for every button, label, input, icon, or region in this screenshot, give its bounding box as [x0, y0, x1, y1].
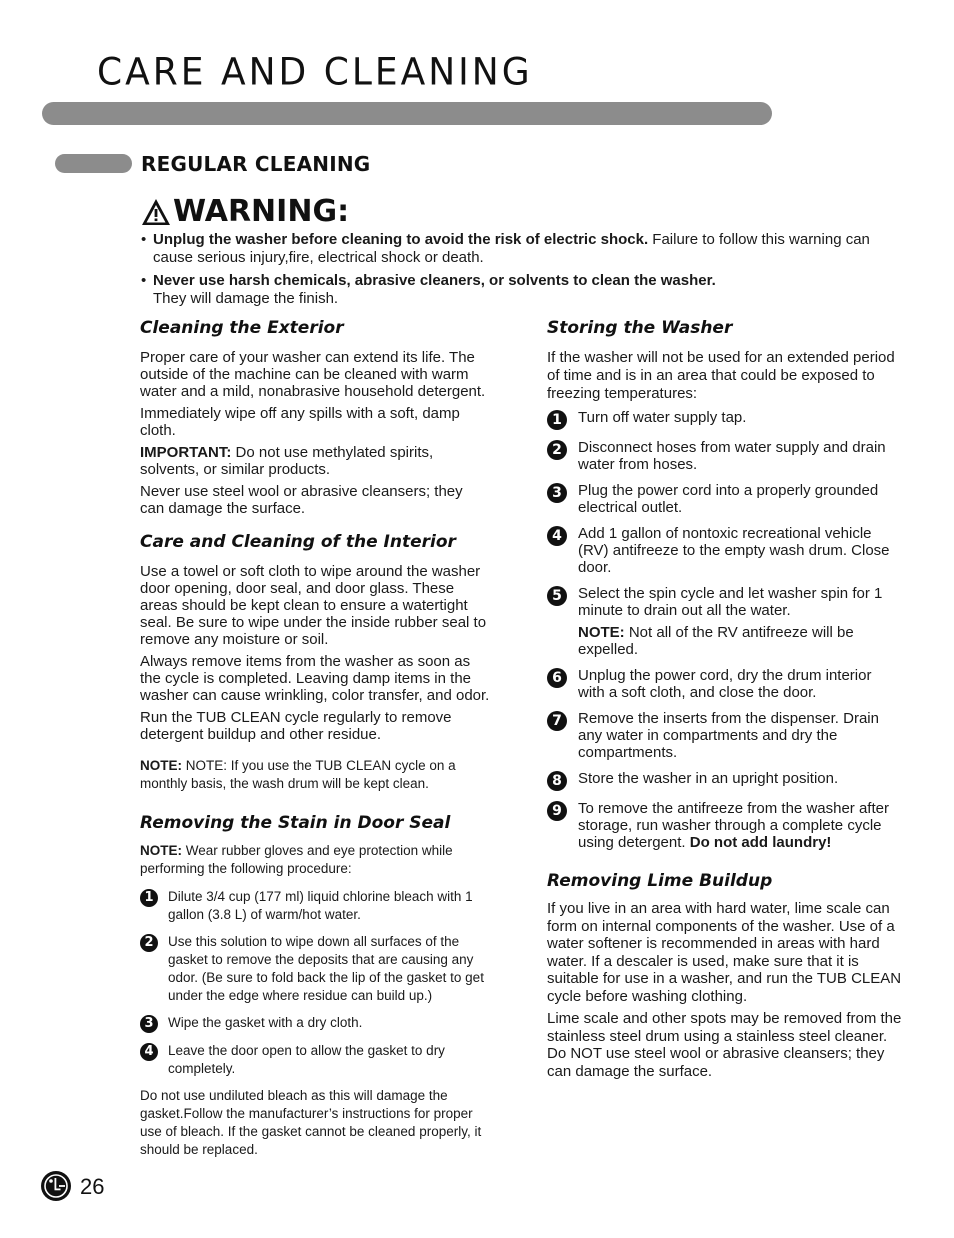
step-main-text: To remove the antifreeze from the washer after storage, run washer through a complete cycle using detergent. — [578, 800, 889, 851]
step-number-icon: 2 — [140, 934, 158, 952]
warning-triangle-icon — [141, 198, 171, 226]
stain-closing: Do not use undiluted bleach as this will damage the gasket.Follow the manufacturer’s instructions for proper use of bleach. If the gasket cannot be cleaned properly, it should be replaced. — [140, 1088, 482, 1157]
stain-step — [140, 888, 490, 924]
note-text: NOTE: If you use the TUB CLEAN cycle on a monthly basis, the wash drum will be kept clean. — [140, 758, 456, 791]
stain-step — [140, 933, 490, 1005]
step-number-icon: 5 — [547, 586, 567, 606]
step-text: Use this solution to wipe down all surfaces of the gasket to remove the deposits that are causing any odor. (Be sure to fold back the lip of the gasket to get under the edge where residue can build up.) — [168, 934, 484, 1003]
step-text: Dilute 3/4 cup (177 ml) liquid chlorine bleach with 1 gallon (3.8 L) of warm/hot water. — [168, 889, 473, 922]
lime-heading: Removing Lime Buildup — [547, 871, 773, 891]
step-number-icon: 3 — [140, 1015, 158, 1033]
step-note — [578, 624, 902, 658]
lime-paragraph: If you live in an area with hard water, lime scale can form on internal components of the washer. Use of a water softener is recommended in areas with hard water. If a descaler is used, make sure that it is suitable for use in a washer, and run the TUB CLEAN cycle before washing clothing. — [547, 900, 902, 1005]
exterior-important — [140, 444, 490, 478]
step-bold-tail: Do not add laundry! — [689, 834, 832, 851]
exterior-paragraph: Immediately wipe off any spills with a soft, damp cloth. — [140, 405, 460, 439]
step-text: Add 1 gallon of nontoxic recreational vehicle (RV) antifreeze to the empty wash drum. Close door. — [578, 525, 890, 576]
interior-note — [140, 757, 490, 793]
step-text: Turn off water supply tap. — [578, 409, 747, 426]
warning-list — [141, 231, 901, 313]
storing-step — [547, 585, 902, 658]
storing-heading: Storing the Washer — [547, 318, 733, 338]
interior-heading: Care and Cleaning of the Interior — [140, 532, 456, 552]
step-number-icon: 9 — [547, 801, 567, 821]
step-number-icon: 1 — [547, 410, 567, 430]
stain-step — [140, 1014, 490, 1033]
step-text — [578, 800, 902, 851]
warning-item — [141, 231, 901, 267]
step-text: Wipe the gasket with a dry cloth. — [168, 1015, 363, 1030]
exterior-paragraph: Proper care of your washer can extend its life. The outside of the machine can be cleaned with warm water and a mild, nonabrasive household detergent. — [140, 349, 486, 400]
note-label: NOTE: — [578, 624, 625, 641]
note-text: Wear rubber gloves and eye protection while performing the following procedure: — [140, 843, 453, 876]
note-label: NOTE: — [140, 843, 182, 858]
page-number: 26 — [80, 1174, 105, 1199]
step-text: Unplug the power cord, dry the drum interior with a soft cloth, and close the door. — [578, 667, 872, 701]
warning-bold-text: Never use harsh chemicals, abrasive cleaners, or solvents to clean the washer. — [153, 272, 716, 289]
right-column — [547, 320, 902, 1085]
warning-bold-text: Unplug the washer before cleaning to avoid the risk of electric shock. — [153, 231, 649, 248]
stain-note — [140, 842, 490, 878]
interior-paragraph: Use a towel or soft cloth to wipe around the washer door opening, door seal, and door glass. These areas should be kept clean to ensure a watertight seal. Be sure to wipe under the inside rubber seal to remove any moisture or soil. — [140, 563, 487, 648]
storing-step — [547, 525, 902, 576]
stain-heading: Removing the Stain in Door Seal — [140, 813, 451, 833]
interior-paragraph: Always remove items from the washer as soon as the cycle is completed. Leaving damp items in the washer can cause wrinkling, color transfer, and odor. — [140, 653, 490, 704]
storing-step — [547, 482, 902, 516]
step-main-text: Select the spin cycle and let washer spin for 1 minute to drain out all the water. — [578, 585, 883, 619]
step-text: Store the washer in an upright position. — [578, 770, 839, 787]
storing-step — [547, 710, 902, 761]
step-text: Leave the door open to allow the gasket to dry completely. — [168, 1043, 445, 1076]
storing-step — [547, 800, 902, 851]
section-pill — [55, 154, 132, 173]
page-title: CARE AND CLEANING — [97, 50, 533, 95]
warning-text: They will damage the finish. — [153, 290, 339, 307]
step-number-icon: 7 — [547, 711, 567, 731]
warning-title: WARNING: — [173, 194, 350, 229]
storing-step — [547, 439, 902, 473]
bullet-icon: • — [141, 231, 147, 248]
stain-step — [140, 1042, 490, 1078]
step-number-icon: 2 — [547, 440, 567, 460]
storing-step — [547, 409, 902, 430]
storing-step — [547, 770, 902, 791]
exterior-paragraph: Never use steel wool or abrasive cleansers; they can damage the surface. — [140, 483, 463, 517]
warning-text: Failure to follow this warning can cause serious injury,fire, electrical shock or death. — [153, 231, 870, 266]
bullet-icon: • — [141, 272, 147, 289]
storing-intro: If the washer will not be used for an extended period of time and is in an area that could be exposed to freezing temperatures: — [547, 349, 895, 402]
lg-logo-icon — [40, 1170, 72, 1207]
left-column — [140, 320, 490, 1164]
note-text: Not all of the RV antifreeze will be expelled. — [578, 624, 854, 658]
step-text: Remove the inserts from the dispenser. Drain any water in compartments and dry the compartments. — [578, 710, 879, 761]
step-text: Disconnect hoses from water supply and drain water from hoses. — [578, 439, 886, 473]
step-number-icon: 6 — [547, 668, 567, 688]
step-number-icon: 4 — [547, 526, 567, 546]
note-label: NOTE: — [140, 758, 182, 773]
step-number-icon: 8 — [547, 771, 567, 791]
warning-heading — [141, 194, 349, 229]
step-number-icon: 1 — [140, 889, 158, 907]
section-heading: REGULAR CLEANING — [141, 152, 371, 176]
important-text: Do not use methylated spirits, solvents, or similar products. — [140, 444, 434, 478]
title-bar — [42, 102, 772, 125]
exterior-heading: Cleaning the Exterior — [140, 318, 344, 338]
step-text — [578, 585, 902, 658]
step-number-icon: 3 — [547, 483, 567, 503]
storing-step — [547, 667, 902, 701]
step-text: Plug the power cord into a properly grounded electrical outlet. — [578, 482, 879, 516]
important-label: IMPORTANT: — [140, 444, 232, 461]
warning-item — [141, 272, 901, 308]
lime-paragraph: Lime scale and other spots may be removed from the stainless steel drum using a stainless steel cleaner. Do NOT use steel wool or abrasive cleansers; they can damage the surface. — [547, 1010, 902, 1080]
interior-paragraph: Run the TUB CLEAN cycle regularly to remove detergent buildup and other residue. — [140, 709, 452, 743]
step-number-icon: 4 — [140, 1043, 158, 1061]
